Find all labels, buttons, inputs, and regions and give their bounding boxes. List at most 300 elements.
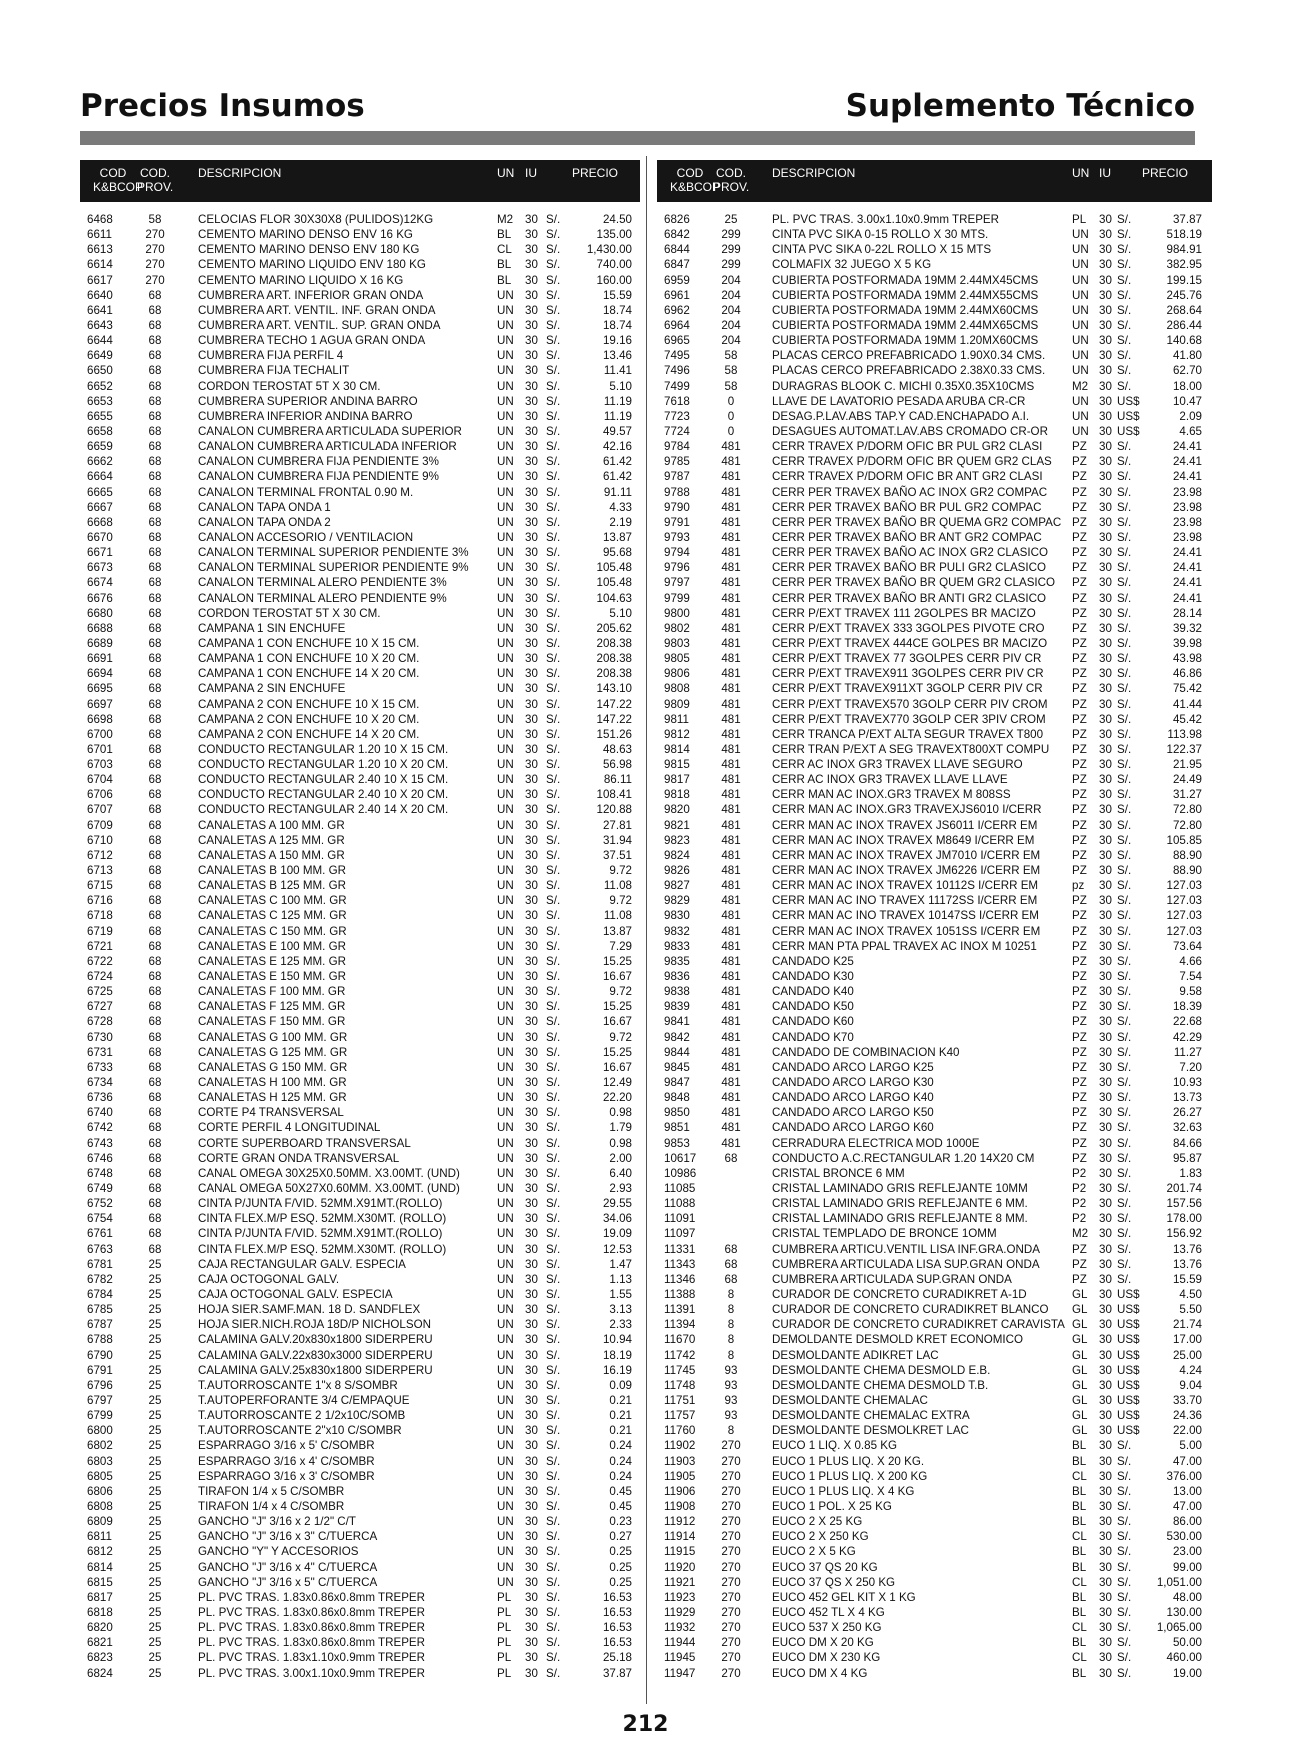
cell-prov: 25 xyxy=(148,1621,162,1635)
cell-prov: 25 xyxy=(148,1439,162,1453)
cell-cod: 6671 xyxy=(87,546,113,560)
cell-price: 13.46 xyxy=(602,349,632,363)
cell-cod: 9836 xyxy=(664,970,690,984)
table-row xyxy=(80,878,640,893)
cell-currency: S/. xyxy=(546,530,561,544)
table-row xyxy=(80,591,640,606)
cell-currency: S/. xyxy=(1117,318,1132,332)
cell-un: UN xyxy=(497,606,514,620)
cell-cod: 6719 xyxy=(87,924,113,938)
cell-desc: CANAL OMEGA 50X27X0.60MM. X3.00MT. (UND) xyxy=(198,1182,460,1195)
cell-prov: 270 xyxy=(721,1454,741,1468)
cell-iu: 30 xyxy=(1099,652,1112,666)
cell-un: UN xyxy=(497,470,514,484)
cell-iu: 30 xyxy=(525,758,538,772)
cell-un: UN xyxy=(497,591,514,605)
cell-cod: 6965 xyxy=(664,334,690,348)
cell-desc: CANDADO ARCO LARGO K25 xyxy=(772,1060,934,1074)
cell-prov: 270 xyxy=(721,1484,741,1498)
cell-prov: 68 xyxy=(148,1000,162,1014)
header-precio: PRECIO xyxy=(572,166,619,180)
table-row xyxy=(657,1151,1212,1166)
cell-iu: 30 xyxy=(525,894,538,908)
table-row xyxy=(657,409,1212,424)
cell-currency: S/. xyxy=(546,1348,561,1362)
table-row xyxy=(657,1332,1212,1347)
cell-currency: S/. xyxy=(1117,1166,1132,1180)
cell-cod: 6668 xyxy=(87,515,113,529)
cell-cod: 9826 xyxy=(664,864,690,878)
cell-price: 9.72 xyxy=(609,894,632,908)
cell-iu: 30 xyxy=(525,1091,538,1105)
cell-currency: S/. xyxy=(1117,1197,1132,1211)
cell-prov: 68 xyxy=(148,970,162,984)
cell-desc: CANALON TERMINAL SUPERIOR PENDIENTE 3% xyxy=(198,546,469,560)
cell-price: 205.62 xyxy=(596,621,632,635)
cell-price: 1.47 xyxy=(609,1257,632,1271)
cell-cod: 6718 xyxy=(87,909,113,923)
cell-desc: CAMPANA 1 SIN ENCHUFE xyxy=(198,621,346,635)
cell-un: UN xyxy=(497,1121,514,1135)
cell-cod: 6716 xyxy=(87,894,113,908)
cell-iu: 30 xyxy=(1099,879,1112,893)
cell-currency: S/. xyxy=(1117,1515,1132,1529)
cell-iu: 30 xyxy=(525,1621,538,1635)
cell-iu: 30 xyxy=(525,1575,538,1589)
cell-currency: S/. xyxy=(546,1651,561,1665)
cell-cod: 6746 xyxy=(87,1151,113,1165)
cell-desc: CEMENTO MARINO DENSO ENV 180 KG xyxy=(198,243,420,257)
cell-prov: 481 xyxy=(721,833,741,847)
table-row xyxy=(80,1136,640,1151)
cell-price: 140.68 xyxy=(1166,334,1202,348)
cell-prov: 25 xyxy=(148,1666,162,1680)
table-row xyxy=(657,469,1212,484)
cell-desc: CERR P/EXT TRAVEX 111 2GOLPES BR MACIZO xyxy=(772,606,1036,620)
table-row xyxy=(80,1302,640,1317)
cell-cod: 9800 xyxy=(664,606,690,620)
cell-desc: CANDADO ARCO LARGO K50 xyxy=(772,1106,934,1120)
cell-un: PZ xyxy=(1072,621,1087,635)
cell-un: PZ xyxy=(1072,970,1087,984)
cell-iu: 30 xyxy=(1099,546,1112,560)
cell-price: 62.70 xyxy=(1172,364,1202,378)
cell-desc: CURADOR DE CONCRETO CURADIKRET A-1D xyxy=(772,1287,1027,1301)
table-row xyxy=(80,848,640,863)
cell-currency: S/. xyxy=(546,833,561,847)
cell-desc: CANALON TERMINAL SUPERIOR PENDIENTE 9% xyxy=(198,561,469,575)
cell-desc: EUCO 37 QS X 250 KG xyxy=(772,1575,896,1589)
table-row xyxy=(657,1226,1212,1241)
cell-prov: 58 xyxy=(724,379,738,393)
table-row xyxy=(657,606,1212,621)
cell-price: 37.51 xyxy=(602,848,632,862)
cell-currency: S/. xyxy=(546,909,561,923)
cell-price: 1.83 xyxy=(1179,1166,1202,1180)
cell-prov: 270 xyxy=(721,1469,741,1483)
table-row xyxy=(80,787,640,802)
cell-price: 23.00 xyxy=(1172,1545,1202,1559)
section-title: Suplemento Técnico xyxy=(845,88,1195,124)
cell-un: PZ xyxy=(1072,924,1087,938)
table-row xyxy=(80,363,640,378)
cell-desc: CAMPANA 2 CON ENCHUFE 10 X 15 CM. xyxy=(198,697,420,711)
cell-prov: 68 xyxy=(148,303,162,317)
cell-cod: 6653 xyxy=(87,394,113,408)
cell-un: PZ xyxy=(1072,697,1087,711)
cell-desc: DESMOLDANTE CHEMA DESMOLD E.B. xyxy=(772,1363,991,1377)
cell-currency: S/. xyxy=(546,1257,561,1271)
table-row xyxy=(657,1136,1212,1151)
cell-currency: US$ xyxy=(1117,424,1140,438)
cell-price: 178.00 xyxy=(1166,1212,1202,1226)
cell-iu: 30 xyxy=(525,303,538,317)
cell-cod: 6613 xyxy=(87,243,113,257)
cell-price: 135.00 xyxy=(596,228,632,242)
cell-prov: 25 xyxy=(148,1348,162,1362)
cell-un: UN xyxy=(497,561,514,575)
cell-un: UN xyxy=(1072,394,1089,408)
cell-desc: ESPARRAGO 3/16 x 5' C/SOMBR xyxy=(198,1439,375,1453)
cell-price: 18.39 xyxy=(1172,1000,1202,1014)
cell-iu: 30 xyxy=(1099,667,1112,681)
cell-price: 208.38 xyxy=(596,667,632,681)
cell-currency: S/. xyxy=(1117,1136,1132,1150)
table-row xyxy=(657,1514,1212,1529)
table-row xyxy=(80,1317,640,1332)
cell-price: 5.00 xyxy=(1179,1439,1202,1453)
cell-currency: S/. xyxy=(1117,213,1132,226)
cell-prov: 68 xyxy=(148,546,162,560)
cell-cod: 11388 xyxy=(664,1287,696,1301)
cell-prov: 68 xyxy=(148,1015,162,1029)
cell-iu: 30 xyxy=(1099,409,1112,423)
cell-price: 11.08 xyxy=(603,909,632,923)
cell-prov: 93 xyxy=(724,1378,738,1392)
cell-price: 0.24 xyxy=(609,1469,632,1483)
table-row xyxy=(657,439,1212,454)
table-row xyxy=(80,1363,640,1378)
cell-currency: S/. xyxy=(546,1484,561,1498)
cell-iu: 30 xyxy=(525,1348,538,1362)
cell-un: CL xyxy=(1072,1469,1087,1483)
cell-desc: CANDADO K40 xyxy=(772,985,854,999)
table-row xyxy=(657,1120,1212,1135)
table-row xyxy=(80,984,640,999)
table-row xyxy=(657,1484,1212,1499)
cell-price: 29.55 xyxy=(602,1197,632,1211)
cell-iu: 30 xyxy=(525,470,538,484)
cell-price: 16.19 xyxy=(602,1363,632,1377)
cell-price: 75.42 xyxy=(1172,682,1202,696)
cell-prov: 68 xyxy=(148,924,162,938)
cell-desc: CUMBRERA ART. VENTIL. INF. GRAN ONDA xyxy=(198,303,436,317)
cell-un: BL xyxy=(1072,1545,1087,1559)
cell-prov: 93 xyxy=(724,1393,738,1407)
cell-iu: 30 xyxy=(1099,1136,1112,1150)
cell-currency: S/. xyxy=(546,455,561,469)
cell-prov: 270 xyxy=(145,228,165,242)
cell-iu: 30 xyxy=(1099,864,1112,878)
cell-un: pz xyxy=(1072,879,1085,893)
table-row xyxy=(80,1454,640,1469)
cell-un: UN xyxy=(497,1197,514,1211)
table-row xyxy=(80,273,640,288)
cell-prov: 68 xyxy=(148,818,162,832)
cell-desc: EUCO 452 TL X 4 KG xyxy=(772,1605,885,1619)
cell-desc: GANCHO "J" 3/16 x 3" C/TUERCA xyxy=(198,1530,378,1544)
cell-currency: S/. xyxy=(546,1060,561,1074)
cell-currency: S/. xyxy=(1117,561,1132,575)
cell-un: BL xyxy=(1072,1605,1087,1619)
cell-prov: 68 xyxy=(148,1076,162,1090)
cell-iu: 30 xyxy=(1099,1091,1112,1105)
cell-price: 740.00 xyxy=(596,258,632,272)
table-row xyxy=(80,318,640,333)
cell-prov: 68 xyxy=(148,1182,162,1195)
cell-currency: S/. xyxy=(546,500,561,514)
table-row xyxy=(80,863,640,878)
cell-price: 47.00 xyxy=(1172,1499,1202,1513)
cell-cod: 6781 xyxy=(87,1257,113,1271)
header-cod xyxy=(93,166,144,194)
cell-prov: 68 xyxy=(148,334,162,348)
cell-desc: CERR MAN AC INOX.GR3 TRAVEX M 808SS xyxy=(772,788,1011,802)
cell-un: PZ xyxy=(1072,894,1087,908)
table-row xyxy=(80,500,640,515)
cell-iu: 30 xyxy=(1099,591,1112,605)
cell-currency: S/. xyxy=(546,1000,561,1014)
cell-iu: 30 xyxy=(1099,985,1112,999)
cell-price: 17.00 xyxy=(1172,1333,1202,1347)
cell-prov: 68 xyxy=(724,1242,738,1256)
cell-cod: 6733 xyxy=(87,1060,113,1074)
cell-un: GL xyxy=(1072,1333,1088,1347)
cell-un: P2 xyxy=(1072,1197,1087,1211)
cell-iu: 30 xyxy=(525,667,538,681)
cell-un: PZ xyxy=(1072,939,1087,953)
cell-cod: 6814 xyxy=(87,1560,113,1574)
cell-prov: 481 xyxy=(721,667,741,681)
cell-prov: 8 xyxy=(727,1424,735,1438)
cell-desc: CUMBRERA ARTICU.VENTIL LISA INF.GRA.ONDA xyxy=(772,1242,1041,1256)
cell-prov: 68 xyxy=(148,712,162,726)
table-row xyxy=(80,575,640,590)
cell-cod: 9797 xyxy=(664,576,690,590)
table-row xyxy=(80,1423,640,1438)
table-row xyxy=(80,697,640,712)
cell-iu: 30 xyxy=(525,1015,538,1029)
cell-price: 42.16 xyxy=(602,440,632,454)
cell-un: M2 xyxy=(1072,379,1089,393)
cell-desc: CERR AC INOX GR3 TRAVEX LLAVE LLAVE xyxy=(772,773,1008,787)
cell-cod: 7618 xyxy=(664,394,690,408)
cell-iu: 30 xyxy=(525,364,538,378)
cell-iu: 30 xyxy=(1099,1560,1112,1574)
cell-price: 1,065.00 xyxy=(1156,1621,1202,1635)
cell-un: UN xyxy=(497,1030,514,1044)
cell-cod: 11908 xyxy=(664,1499,696,1513)
cell-price: 201.74 xyxy=(1166,1182,1202,1195)
cell-desc: EUCO 1 PLUS LIQ. X 20 KG. xyxy=(772,1454,925,1468)
cell-prov: 58 xyxy=(724,364,738,378)
table-row xyxy=(657,1317,1212,1332)
cell-currency: S/. xyxy=(546,939,561,953)
cell-iu: 30 xyxy=(525,591,538,605)
cell-prov: 299 xyxy=(721,228,741,242)
cell-prov: 481 xyxy=(721,485,741,499)
cell-iu: 30 xyxy=(525,1318,538,1332)
table-row xyxy=(80,1666,640,1681)
cell-desc: GANCHO "J" 3/16 x 2 1/2" C/T xyxy=(198,1515,356,1529)
cell-desc: CANDADO ARCO LARGO K60 xyxy=(772,1121,934,1135)
cell-un: UN xyxy=(497,349,514,363)
cell-iu: 30 xyxy=(525,773,538,787)
cell-cod: 9802 xyxy=(664,621,690,635)
cell-cod: 6468 xyxy=(87,213,113,226)
cell-price: 4.50 xyxy=(1179,1287,1202,1301)
cell-cod: 11748 xyxy=(664,1378,696,1392)
cell-price: 16.53 xyxy=(602,1605,632,1619)
cell-cod: 6727 xyxy=(87,1000,113,1014)
cell-price: 2.00 xyxy=(609,1151,632,1165)
table-row xyxy=(80,1332,640,1347)
cell-un: UN xyxy=(497,1318,514,1332)
cell-iu: 30 xyxy=(1099,424,1112,438)
cell-currency: S/. xyxy=(1117,500,1132,514)
cell-prov: 270 xyxy=(721,1560,741,1574)
cell-un: UN xyxy=(1072,228,1089,242)
cell-cod: 6710 xyxy=(87,833,113,847)
cell-un: UN xyxy=(497,1348,514,1362)
cell-desc: CERR MAN AC INO TRAVEX 11172SS I/CERR EM xyxy=(772,894,1038,908)
cell-cod: 6695 xyxy=(87,682,113,696)
cell-desc: CAMPANA 1 CON ENCHUFE 14 X 20 CM. xyxy=(198,667,420,681)
cell-price: 13.76 xyxy=(1172,1257,1202,1271)
cell-desc: DESMOLDANTE CHEMALAC xyxy=(772,1393,928,1407)
cell-currency: S/. xyxy=(546,667,561,681)
cell-price: 9.58 xyxy=(1179,985,1202,999)
cell-cod: 6812 xyxy=(87,1545,113,1559)
cell-cod: 9796 xyxy=(664,561,690,575)
cell-prov: 204 xyxy=(721,288,741,302)
cell-desc: CANALETAS G 100 MM. GR xyxy=(198,1030,348,1044)
cell-un: GL xyxy=(1072,1348,1088,1362)
cell-prov: 481 xyxy=(721,1030,741,1044)
cell-price: 27.81 xyxy=(602,818,632,832)
table-row xyxy=(657,1045,1212,1060)
cell-currency: S/. xyxy=(1117,970,1132,984)
cell-desc: CRISTAL BRONCE 6 MM xyxy=(772,1166,905,1180)
cell-currency: S/. xyxy=(546,818,561,832)
cell-desc: EUCO 1 LIQ. X 0.85 KG xyxy=(772,1439,898,1453)
cell-price: 156.92 xyxy=(1166,1227,1202,1241)
cell-un: UN xyxy=(497,970,514,984)
cell-cod: 6709 xyxy=(87,818,113,832)
cell-currency: S/. xyxy=(1117,1212,1132,1226)
cell-un: PZ xyxy=(1072,1136,1087,1150)
cell-iu: 30 xyxy=(1099,1636,1112,1650)
cell-prov: 481 xyxy=(721,530,741,544)
table-row xyxy=(657,227,1212,242)
cell-prov: 25 xyxy=(148,1333,162,1347)
table-row xyxy=(657,621,1212,636)
cell-iu: 30 xyxy=(1099,561,1112,575)
cell-prov: 481 xyxy=(721,1045,741,1059)
cell-desc: CANALETAS A 100 MM. GR xyxy=(198,818,345,832)
cell-desc: HOJA SIER.NICH.ROJA 18D/P NICHOLSON xyxy=(198,1318,432,1332)
cell-desc: CANALETAS G 125 MM. GR xyxy=(198,1045,348,1059)
cell-iu: 30 xyxy=(1099,894,1112,908)
cell-iu: 30 xyxy=(525,1136,538,1150)
cell-un: CL xyxy=(1072,1651,1087,1665)
cell-price: 4.66 xyxy=(1179,954,1202,968)
cell-iu: 30 xyxy=(525,682,538,696)
cell-desc: CUMBRERA ART. INFERIOR GRAN ONDA xyxy=(198,288,424,302)
cell-prov: 68 xyxy=(148,909,162,923)
table-body xyxy=(657,212,1212,1681)
cell-cod: 6788 xyxy=(87,1333,113,1347)
cell-currency: S/. xyxy=(546,258,561,272)
table-row xyxy=(80,1242,640,1257)
cell-prov: 481 xyxy=(721,561,741,575)
cell-price: 7.29 xyxy=(609,939,632,953)
cell-cod: 11947 xyxy=(664,1666,696,1680)
cell-un: PZ xyxy=(1072,727,1087,741)
cell-un: PZ xyxy=(1072,636,1087,650)
cell-iu: 30 xyxy=(525,1484,538,1498)
cell-cod: 6740 xyxy=(87,1106,113,1120)
cell-iu: 30 xyxy=(1099,1197,1112,1211)
cell-iu: 30 xyxy=(525,1060,538,1074)
cell-iu: 30 xyxy=(525,515,538,529)
table-row xyxy=(80,1196,640,1211)
cell-un: UN xyxy=(497,1227,514,1241)
table-row xyxy=(657,848,1212,863)
cell-currency: S/. xyxy=(1117,530,1132,544)
cell-prov: 25 xyxy=(148,1393,162,1407)
cell-iu: 30 xyxy=(1099,1045,1112,1059)
cell-price: 2.19 xyxy=(609,515,632,529)
cell-iu: 30 xyxy=(1099,228,1112,242)
cell-prov: 25 xyxy=(148,1545,162,1559)
cell-price: 95.68 xyxy=(602,546,632,560)
cell-un: UN xyxy=(497,803,514,817)
cell-iu: 30 xyxy=(525,349,538,363)
cell-un: PZ xyxy=(1072,1045,1087,1059)
table-header xyxy=(657,160,1212,202)
cell-cod: 6811 xyxy=(87,1530,112,1544)
cell-currency: S/. xyxy=(1117,1106,1132,1120)
cell-iu: 30 xyxy=(525,636,538,650)
cell-iu: 30 xyxy=(1099,1242,1112,1256)
cell-prov: 481 xyxy=(721,697,741,711)
cell-iu: 30 xyxy=(1099,1545,1112,1559)
cell-iu: 30 xyxy=(525,1636,538,1650)
header-iu: IU xyxy=(1099,166,1111,180)
table-row xyxy=(657,999,1212,1014)
cell-un: UN xyxy=(497,576,514,590)
cell-cod: 6787 xyxy=(87,1318,113,1332)
cell-prov: 270 xyxy=(721,1439,741,1453)
cell-desc: CORDON TEROSTAT 5T X 30 CM. xyxy=(198,606,381,620)
cell-cod: 6662 xyxy=(87,455,113,469)
cell-prov: 270 xyxy=(721,1621,741,1635)
cell-price: 31.27 xyxy=(1172,788,1202,802)
cell-currency: S/. xyxy=(546,682,561,696)
cell-currency: S/. xyxy=(1117,954,1132,968)
cell-un: PZ xyxy=(1072,440,1087,454)
